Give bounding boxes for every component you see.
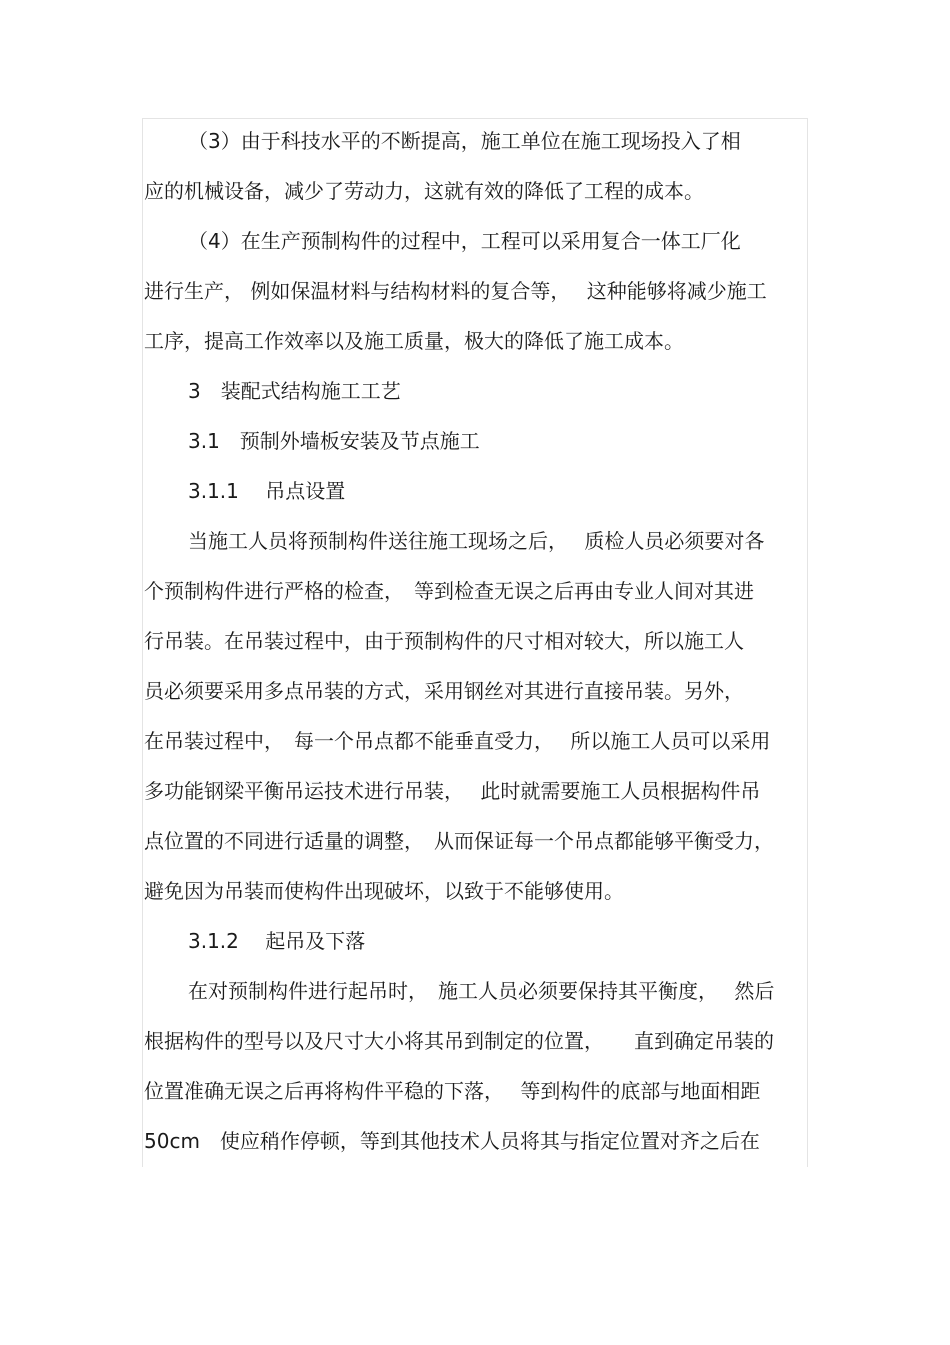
paragraph-4-line-2: 进行生产， 例如保温材料与结构材料的复合等， 这种能够将减少施工 xyxy=(144,279,767,303)
paragraph-4-line-1: （4）在生产预制构件的过程中，工程可以采用复合一体工厂化 xyxy=(188,229,741,253)
paragraph-5-line-1: 当施工人员将预制构件送往施工现场之后， 质检人员必须要对各 xyxy=(188,529,765,553)
paragraph-4-line-3: 工序，提高工作效率以及施工质量，极大的降低了施工成本。 xyxy=(144,329,684,353)
paragraph-5-line-2: 个预制构件进行严格的检查， 等到检查无误之后再由专业人间对其进 xyxy=(144,579,754,603)
paragraph-3-line-1: （3）由于科技水平的不断提高，施工单位在施工现场投入了相 xyxy=(188,129,741,153)
paragraph-5-line-6: 多功能钢梁平衡吊运技术进行吊装， 此时就需要施工人员根据构件吊 xyxy=(144,779,761,803)
section-heading-3-1: 3.1 预制外墙板安装及节点施工 xyxy=(188,429,480,453)
section-heading-3-1-2: 3.1.2 起吊及下落 xyxy=(188,929,366,953)
paragraph-5-line-5: 在吊装过程中， 每一个吊点都不能垂直受力， 所以施工人员可以采用 xyxy=(144,729,771,753)
paragraph-3-line-2: 应的机械设备，减少了劳动力，这就有效的降低了工程的成本。 xyxy=(144,179,704,203)
paragraph-5-line-4: 员必须要采用多点吊装的方式，采用钢丝对其进行直接吊装。另外， xyxy=(144,679,744,703)
paragraph-5-line-3: 行吊装。在吊装过程中，由于预制构件的尺寸相对较大，所以施工人 xyxy=(144,629,744,653)
paragraph-6-line-2: 根据构件的型号以及尺寸大小将其吊到制定的位置， 直到确定吊装的 xyxy=(144,1029,774,1053)
paragraph-6-line-4: 50cm 使应稍作停顿，等到其他技术人员将其与指定位置对齐之后在 xyxy=(144,1129,760,1153)
paragraph-6-line-1: 在对预制构件进行起吊时， 施工人员必须要保持其平衡度， 然后 xyxy=(188,979,775,1003)
section-heading-3-1-1: 3.1.1 吊点设置 xyxy=(188,479,346,503)
section-heading-3: 3 装配式结构施工工艺 xyxy=(188,379,401,403)
paragraph-5-line-7: 点位置的不同进行适量的调整， 从而保证每一个吊点都能够平衡受力， xyxy=(144,829,774,853)
paragraph-6-line-3: 位置准确无误之后再将构件平稳的下落， 等到构件的底部与地面相距 xyxy=(144,1079,761,1103)
paragraph-5-line-8: 避免因为吊装而使构件出现破坏，以致于不能够使用。 xyxy=(144,879,624,903)
